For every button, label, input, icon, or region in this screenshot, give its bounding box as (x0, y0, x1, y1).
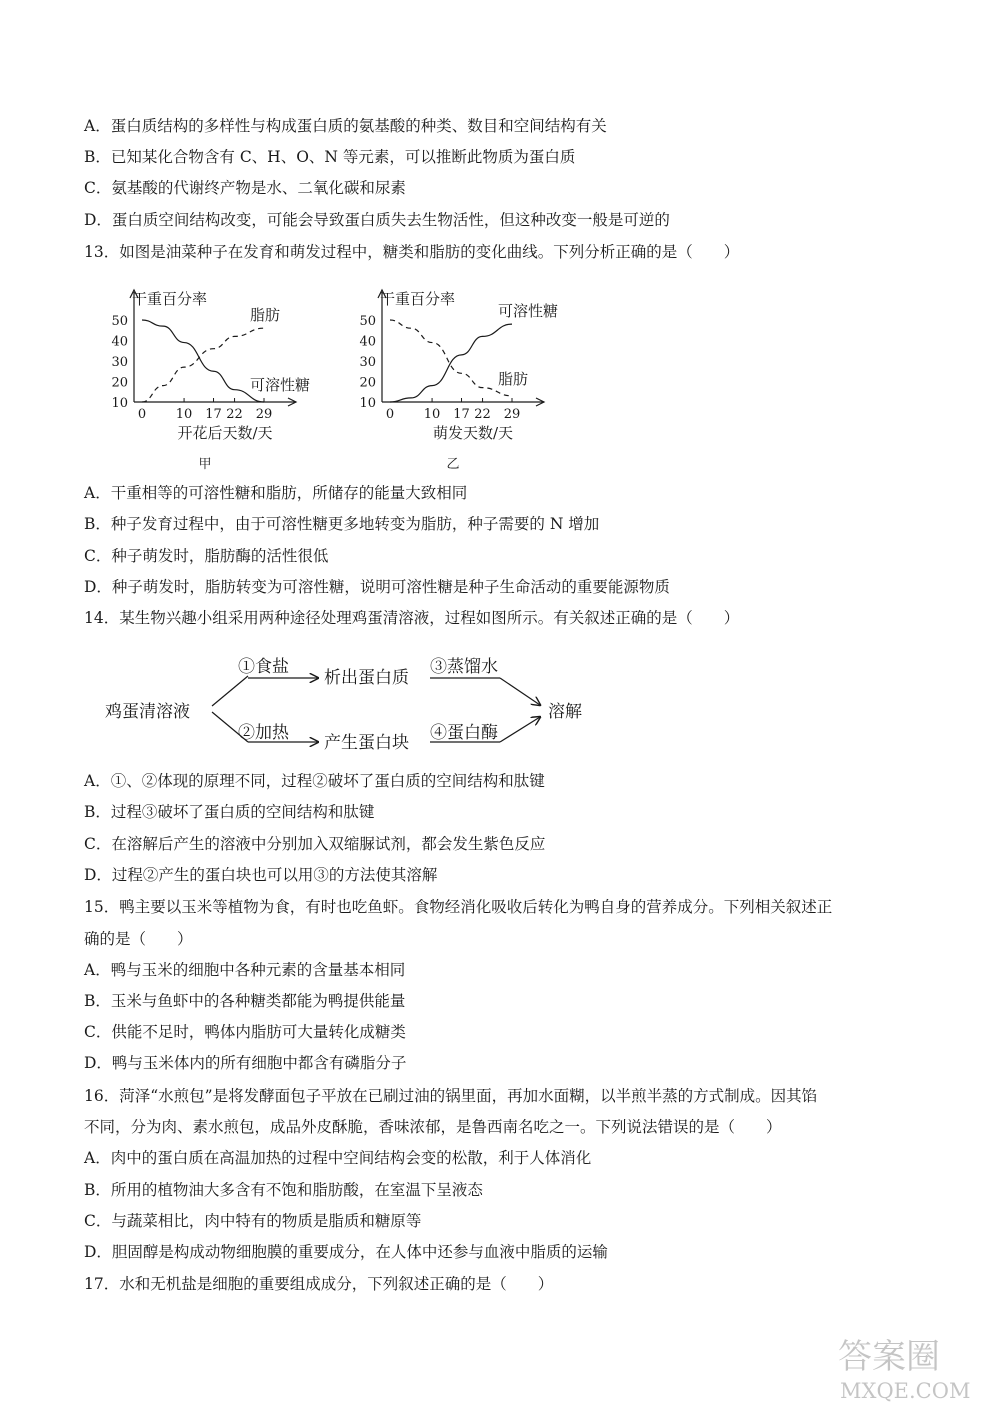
watermark-logo-chars: 答案圈 (838, 1337, 940, 1377)
q12-option-d: D．蛋白质空间结构改变，可能会导致蛋白质失去生物活性，但这种改变一般是可逆的 (84, 211, 670, 229)
q16-option-b: B．所用的植物油大多含有不饱和脂肪酸，在室温下呈液态 (84, 1181, 483, 1199)
x-tick-label: 17 (205, 407, 222, 422)
x-tick-label: 10 (423, 407, 441, 422)
chart-yi (359, 290, 558, 472)
q14-stem: 14．某生物兴趣小组采用两种途径处理鸡蛋清溶液，过程如图所示。有关叙述正确的是（ ） (84, 609, 740, 627)
y-tick-label: 30 (359, 355, 376, 370)
series-label: 可溶性糖 (498, 302, 559, 321)
watermark-logo (832, 1328, 982, 1406)
diagram-join-up (500, 678, 540, 705)
series-line-dashed (390, 320, 512, 396)
x-tick-label: 22 (226, 407, 243, 422)
q15-stem-line2: 确的是（ ） (84, 930, 193, 948)
q13-option-c: C．种子萌发时，脂肪酶的活性很低 (84, 547, 329, 565)
y-tick-label: 10 (359, 396, 376, 411)
diagram-mid1: 析出蛋白质 (324, 668, 409, 688)
diagram-mid2: 产生蛋白块 (324, 733, 409, 753)
diagram-branch-up (212, 676, 248, 706)
y-tick-label: 30 (111, 355, 128, 370)
y-tick-label: 40 (111, 334, 128, 350)
q12-option-b: B．已知某化合物含有 C、H、O、N 等元素，可以推断此物质为蛋白质 (84, 148, 576, 166)
q15-option-c: C．供能不足时，鸭体内脂肪可大量转化成糖类 (84, 1023, 406, 1041)
q14-option-c: C．在溶解后产生的溶液中分别加入双缩脲试剂，都会发生紫色反应 (84, 835, 546, 853)
x-tick-label: 22 (474, 407, 491, 422)
q15-option-d: D．鸭与玉米体内的所有细胞中都含有磷脂分子 (84, 1054, 407, 1072)
x-tick-label: 17 (453, 407, 470, 422)
y-tick-label: 10 (111, 396, 128, 411)
q13-stem: 13．如图是油菜种子在发育和萌发过程中，糖类和脂肪的变化曲线。下列分析正确的是（ ） (84, 243, 740, 261)
q13-option-a: A．干重相等的可溶性糖和脂肪，所储存的能量大致相同 (84, 484, 468, 502)
q14-process-diagram (100, 650, 600, 760)
x-tick-label: 29 (255, 407, 273, 422)
q14-option-a: A．①、②体现的原理不同，过程②破坏了蛋白质的空间结构和肽键 (84, 772, 545, 790)
q13-charts (96, 284, 576, 474)
q14-option-d: D．过程②产生的蛋白块也可以用③的方法使其溶解 (84, 866, 438, 884)
chart-title: 甲 (198, 457, 212, 472)
x-tick-label: 0 (385, 407, 395, 422)
series-label: 脂肪 (250, 306, 281, 325)
q12-option-a: A．蛋白质结构的多样性与构成蛋白质的氨基酸的种类、数目和空间结构有关 (84, 117, 607, 135)
series-label: 可溶性糖 (250, 376, 311, 394)
q14-option-b: B．过程③破坏了蛋白质的空间结构和肽键 (84, 803, 375, 821)
x-axis-label: 开花后天数/天 (177, 424, 273, 442)
chart-title: 乙 (446, 457, 460, 472)
q15-option-a: A．鸭与玉米的细胞中各种元素的含量基本相同 (84, 961, 406, 979)
q15-stem-line1: 15．鸭主要以玉米等植物为食，有时也吃鱼虾。食物经消化吸收后转化为鸭自身的营养成分。下列相关叙述正 (84, 898, 833, 916)
y-tick-label: 50 (111, 314, 128, 329)
diagram-step2: ②加热 (238, 723, 289, 743)
y-tick-label: 20 (111, 375, 128, 391)
q13-option-b: B．种子发育过程中，由于可溶性糖更多地转变为脂肪，种子需要的 N 增加 (84, 515, 600, 533)
q16-option-d: D．胆固醇是构成动物细胞膜的重要成分，在人体中还参与血液中脂质的运输 (84, 1243, 608, 1261)
q16-stem-line1: 16．菏泽“水煎包”是将发酵面包子平放在已刷过油的锅里面，再加水面糊，以半煎半蒸的方式制成。因其馅 (84, 1087, 818, 1105)
q17-stem: 17．水和无机盐是细胞的重要组成成分，下列叙述正确的是（ ） (84, 1275, 554, 1293)
diagram-start: 鸡蛋清溶液 (105, 702, 190, 722)
diagram-end: 溶解 (548, 702, 582, 722)
diagram-step4: ④蛋白酶 (430, 723, 498, 743)
q16-option-a: A．肉中的蛋白质在高温加热的过程中空间结构会变的松散，利于人体消化 (84, 1149, 592, 1167)
x-tick-label: 29 (503, 407, 521, 422)
q16-stem-line2: 不同，分为肉、素水煎包，成品外皮酥脆，香味浓郁，是鲁西南名吃之一。下列说法错误的是（ ） (84, 1118, 782, 1136)
y-tick-label: 40 (359, 334, 376, 350)
q15-option-b: B．玉米与鱼虾中的各种糖类都能为鸭提供能量 (84, 992, 406, 1010)
y-axis-label: 干重百分率 (380, 290, 456, 308)
diagram-join-down (500, 717, 540, 742)
watermark-url: MXQE.COM (840, 1379, 971, 1403)
series-line-solid (390, 324, 512, 402)
series-line-solid (142, 320, 264, 402)
chart-jia (111, 290, 310, 472)
q12-option-c: C．氨基酸的代谢终产物是水、二氧化碳和尿素 (84, 179, 406, 197)
series-label: 脂肪 (498, 369, 529, 388)
y-tick-label: 20 (359, 375, 376, 391)
q16-option-c: C．与蔬菜相比，肉中特有的物质是脂质和糖原等 (84, 1212, 422, 1230)
y-axis-label: 干重百分率 (132, 290, 208, 308)
x-tick-label: 0 (137, 407, 147, 422)
q13-option-d: D．种子萌发时，脂肪转变为可溶性糖，说明可溶性糖是种子生命活动的重要能源物质 (84, 578, 670, 596)
y-tick-label: 50 (359, 314, 376, 329)
diagram-step1: ①食盐 (238, 657, 289, 677)
diagram-step3: ③蒸馏水 (430, 657, 498, 677)
x-axis-label: 萌发天数/天 (432, 424, 514, 442)
x-tick-label: 10 (175, 407, 193, 422)
